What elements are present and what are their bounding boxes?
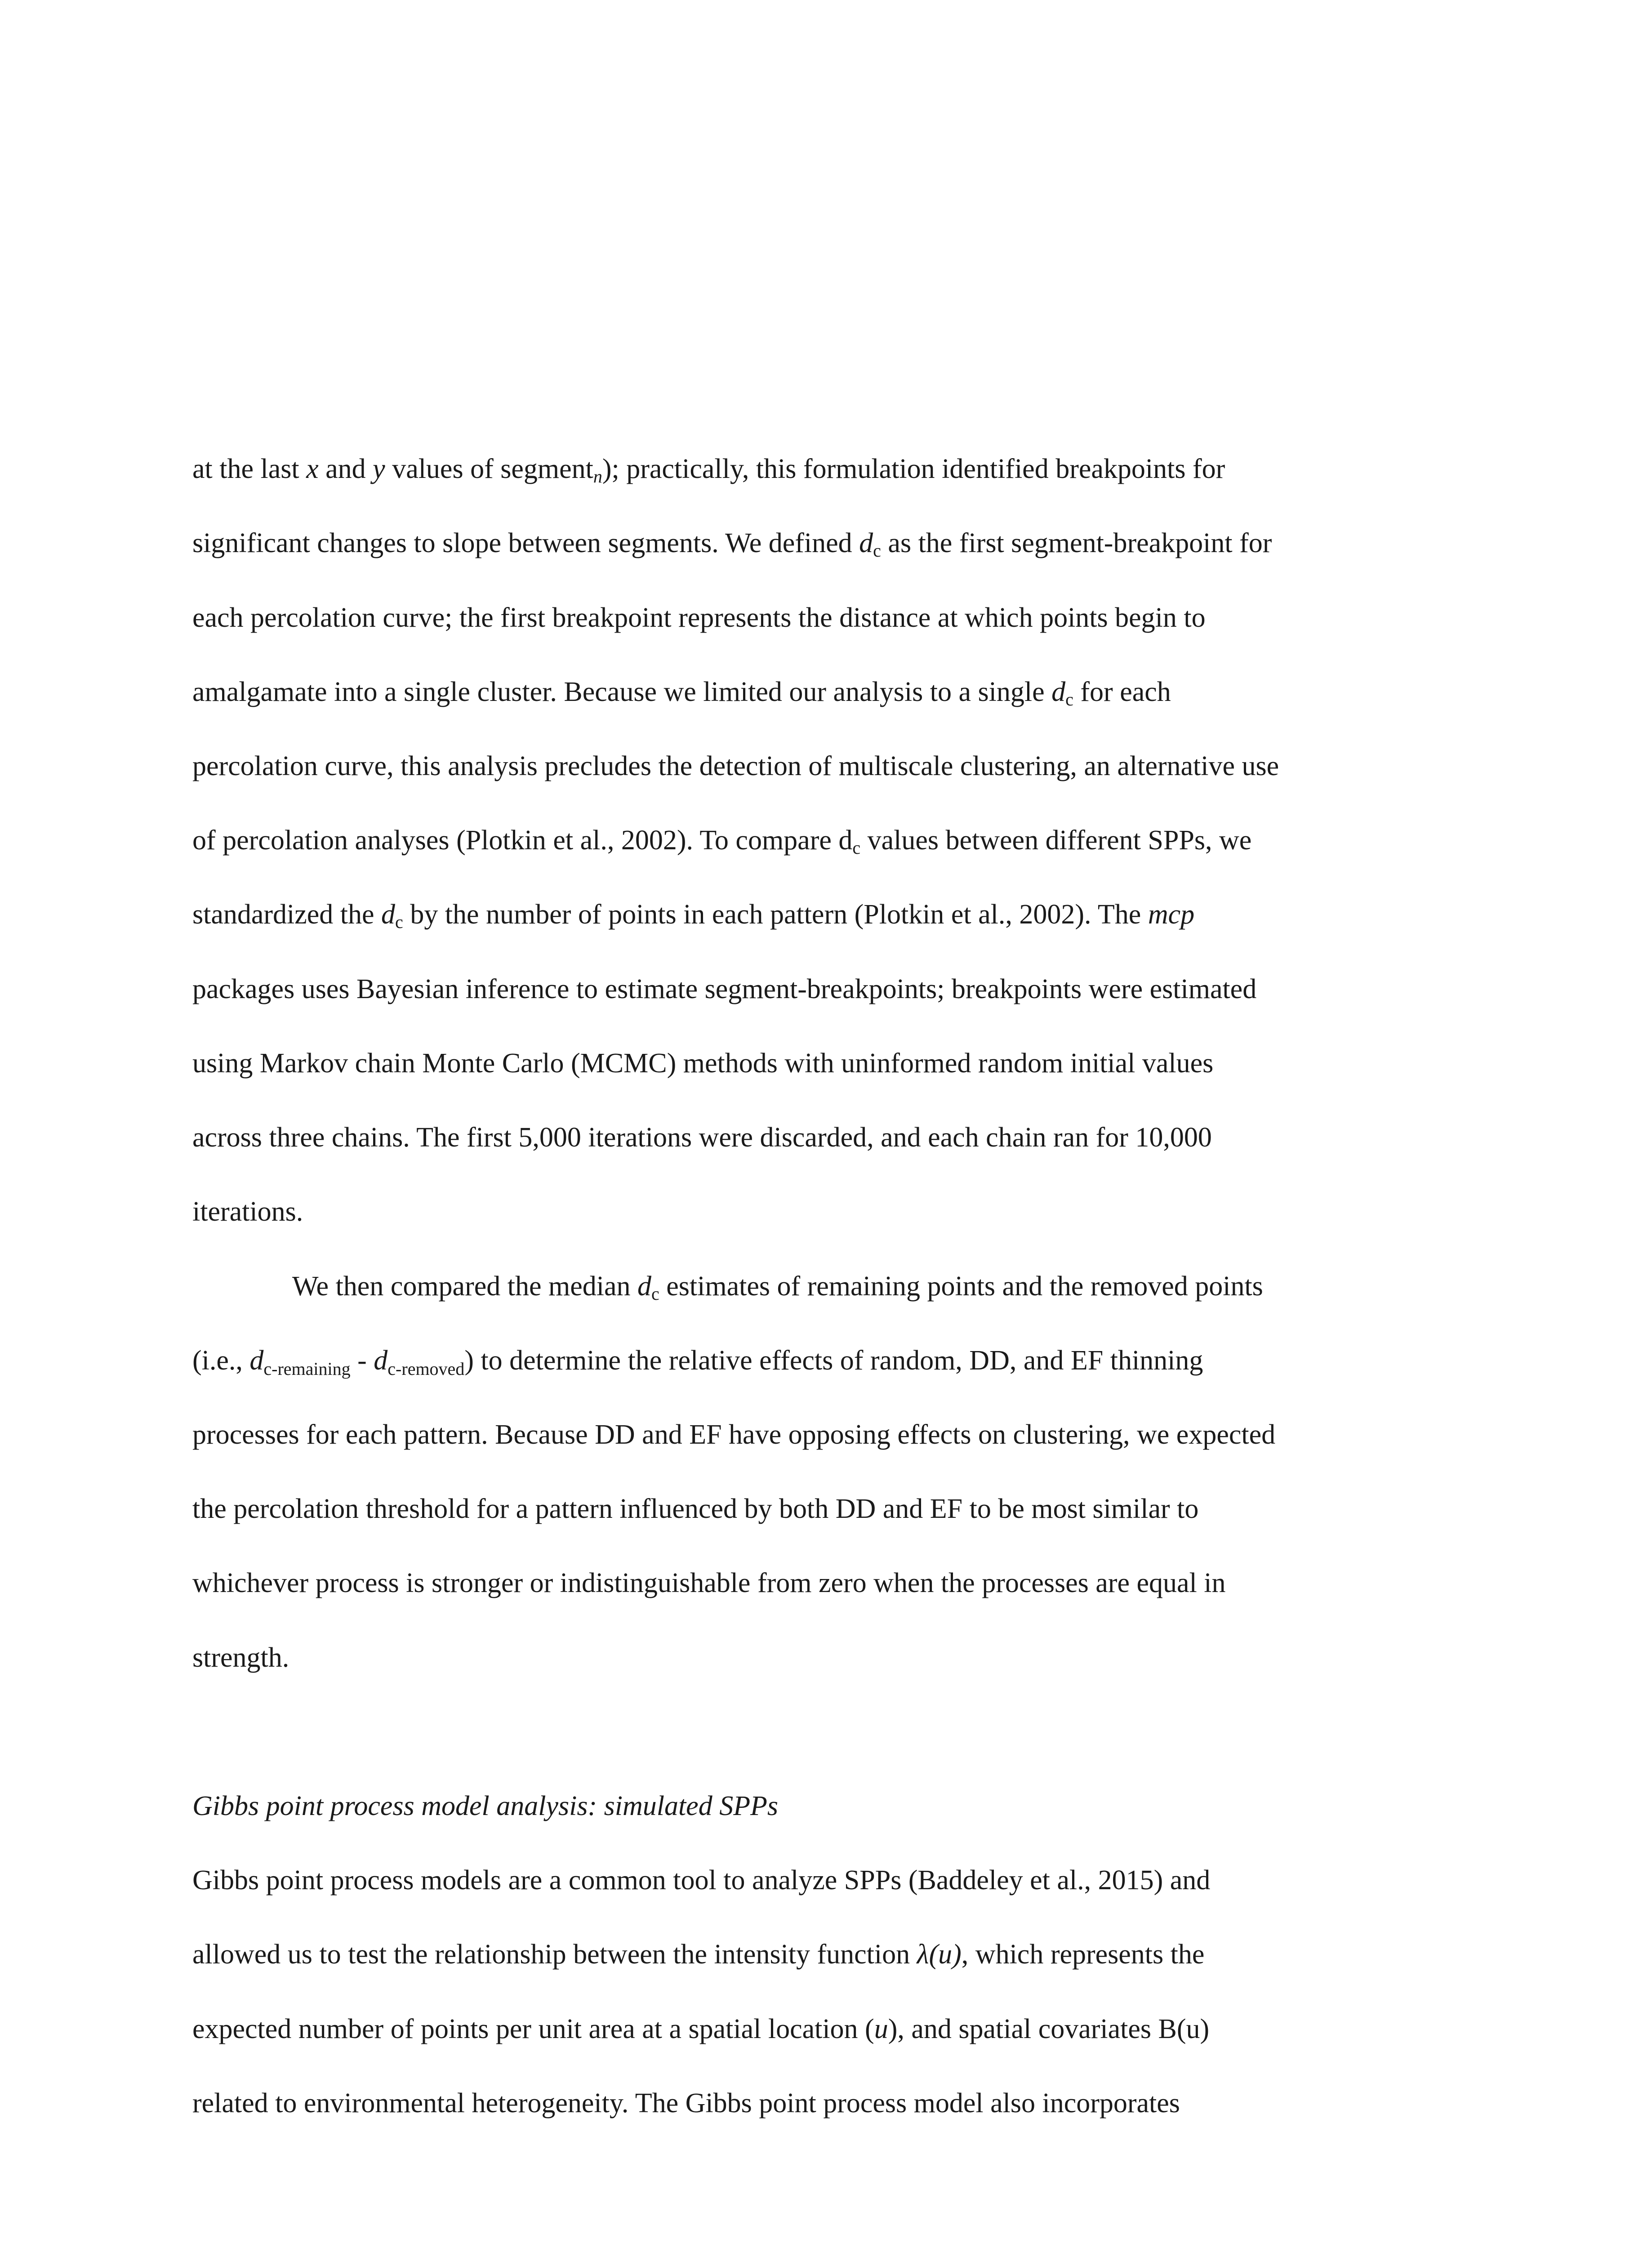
text-line: Gibbs point process models are a common tool to analyze SPPs (Baddeley et al., 2015) and	[192, 1865, 1211, 1896]
text-line: whichever process is stronger or indistinguishable from zero when the processes are equal in	[192, 1568, 1226, 1598]
text-line: the percolation threshold for a pattern influenced by both DD and EF to be most similar to	[192, 1494, 1199, 1524]
text-line: packages uses Bayesian inference to estimate segment-breakpoints; breakpoints were estimated	[192, 974, 1257, 1004]
text-line: across three chains. The first 5,000 iterations were discarded, and each chain ran for 10,000	[192, 1122, 1212, 1153]
text-line: at the last x and y values of segment$_n$); practically, this formulation identified breakpoints for	[192, 454, 1225, 486]
text-line: allowed us to test the relationship between the intensity function λ(u), which represents the	[192, 1939, 1205, 1970]
text-line: (i.e., dc-remaining - dc-removed) to determine the relative effects of random, DD, and EF thinning	[192, 1345, 1203, 1379]
text-line: iterations.	[192, 1196, 303, 1227]
text-line: strength.	[192, 1642, 289, 1673]
text-line: significant changes to slope between segments. We defined $d_c$ as the first segment-breakpoint for	[192, 528, 1272, 561]
text-line: of percolation analyses (Plotkin et al., 2002). To compare $d_c$ values between different SPPs, we	[192, 825, 1252, 858]
text-line: expected number of points per unit area at a spatial location (u), and spatial covariates B(u)	[192, 2014, 1210, 2044]
section-heading: Gibbs point process model analysis: simulated SPPs	[192, 1791, 779, 1821]
text-line: standardized the $d_c$ by the number of points in each pattern (Plotkin et al., 2002). The mcp	[192, 899, 1195, 932]
text-line: each percolation curve; the first breakpoint represents the distance at which points begin to	[192, 602, 1206, 633]
text-line: percolation curve, this analysis precludes the detection of multiscale clustering, an alternative use	[192, 751, 1279, 781]
text-line: processes for each pattern. Because DD and EF have opposing effects on clustering, we expected	[192, 1419, 1276, 1450]
text-line: using Markov chain Monte Carlo (MCMC) methods with uninformed random initial values	[192, 1048, 1214, 1079]
text-line: amalgamate into a single cluster. Because we limited our analysis to a single $d_c$ for each	[192, 677, 1171, 709]
text-line: We then compared the median $d_c$ estimates of remaining points and the removed points	[292, 1271, 1263, 1304]
text-line: related to environmental heterogeneity. The Gibbs point process model also incorporates	[192, 2088, 1180, 2119]
